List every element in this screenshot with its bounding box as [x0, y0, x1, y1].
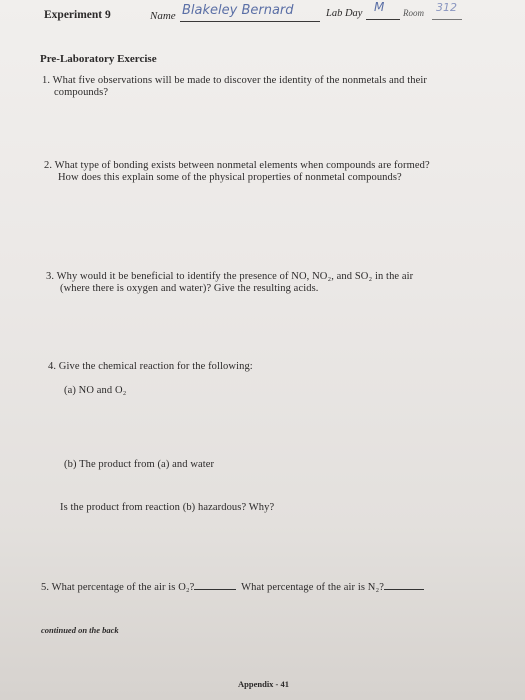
- question-5-o2: 5. What percentage of the air is O₂?: [41, 582, 195, 593]
- continued-note: continued on the back: [41, 625, 119, 635]
- question-line: compounds?: [54, 87, 109, 98]
- section-title: Pre-Laboratory Exercise: [40, 53, 157, 65]
- question-line: How does this explain some of the physical properties of nonmetal compounds?: [58, 172, 402, 183]
- question-4a: (a) NO and O₂: [64, 385, 127, 396]
- n2-answer-blank[interactable]: [384, 580, 424, 590]
- question-2: [44, 160, 430, 184]
- question-line: 4. Give the chemical reaction for the following:: [48, 361, 253, 372]
- lab-day-label: Lab Day: [326, 8, 363, 19]
- question-5: [41, 580, 424, 594]
- lab-day-value: M: [374, 0, 385, 14]
- experiment-label: Experiment 9: [44, 9, 111, 21]
- question-3: [46, 271, 413, 295]
- question-4: [48, 361, 253, 373]
- question-1: [42, 75, 427, 99]
- name-label: Name: [150, 10, 176, 22]
- question-4c: Is the product from reaction (b) hazardous? Why?: [60, 502, 275, 513]
- question-line: 3. Why would it be beneficial to identify the presence of NO, NO₂, and SO₂ in the air: [46, 271, 414, 282]
- question-line: 1. What five observations will be made to discover the identity of the nonmetals and their: [42, 75, 427, 86]
- room-value: 312: [436, 1, 457, 14]
- o2-answer-blank[interactable]: [194, 580, 236, 590]
- page-number: Appendix - 41: [238, 679, 290, 689]
- question-4b: (b) The product from (a) and water: [64, 459, 215, 470]
- room-label: Room: [403, 8, 424, 18]
- question-line: 2. What type of bonding exists between nonmetal elements when compounds are formed?: [44, 160, 430, 171]
- name-value: Blakeley Bernard: [182, 3, 294, 18]
- question-line: (where there is oxygen and water)? Give the resulting acids.: [60, 283, 319, 294]
- question-5-n2: What percentage of the air is N₂?: [241, 582, 384, 593]
